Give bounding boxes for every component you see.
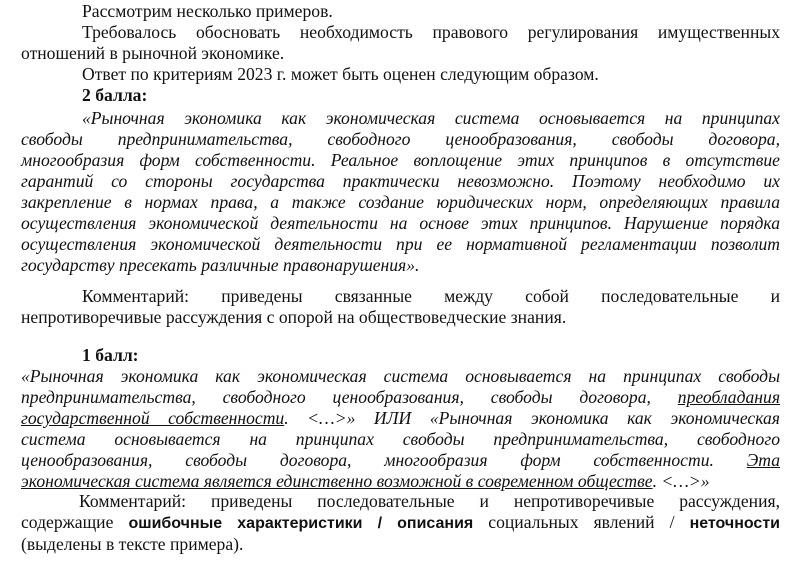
score-2-example xyxy=(21,108,780,276)
score-2-line: закрепление в нормах права, а также создание юридических норм, определяющих правила xyxy=(21,192,780,212)
score-1-comment xyxy=(21,491,780,555)
task-statement xyxy=(21,22,780,64)
score-2-line: многообразия форм собственности. Реальное воплощение этих принципов в отсутствие xyxy=(21,150,780,170)
highlighted-error: Эта xyxy=(746,450,780,470)
task-statement-line-1: Требовалось обосновать необходимость правового регулирования имущественных xyxy=(82,22,780,42)
score-1-example xyxy=(21,366,780,492)
score-2-line: осуществления экономической деятельности при ее нормативной регламентации позволит xyxy=(21,234,780,254)
score-1-text: . <…>» ИЛИ «Рыночная экономика как экономическая xyxy=(284,408,780,428)
comment-text: содержащие xyxy=(21,512,129,532)
score-2-line: осуществления экономической деятельности на основе этих принципов. Нарушение порядка xyxy=(21,213,780,233)
bold-term: ошибочные характеристики / описания xyxy=(128,515,474,532)
comment-text: социальных явлений / xyxy=(473,512,690,532)
score-1-comment-line-1: Комментарий: приведены последовательные и непротиворечивые рассуждения, xyxy=(79,491,780,511)
intro-line: Рассмотрим несколько примеров. xyxy=(82,1,333,21)
score-2-line: государству пресекать различные правонарушения». xyxy=(21,255,420,275)
score-2-heading: 2 балла: xyxy=(82,85,148,105)
score-2-line: «Рыночная экономика как экономическая система основывается на принципах xyxy=(82,108,780,128)
score-2-comment-line-1: Комментарий: приведены связанные между собой последовательные и xyxy=(82,286,780,306)
score-1-line xyxy=(21,408,780,429)
score-2-line: свободы предпринимательства, свободного ценообразования, свободы договора, xyxy=(21,129,780,149)
score-2-comment xyxy=(21,286,780,328)
score-1-line xyxy=(21,450,780,471)
bold-term: неточности xyxy=(689,515,780,532)
score-1-line xyxy=(21,471,780,492)
score-1-line: система основывается на принципах свободы предпринимательства, свободного xyxy=(21,429,780,449)
score-1-line: «Рыночная экономика как экономическая система основывается на принципах свободы xyxy=(21,366,780,386)
score-1-comment-line-2 xyxy=(21,512,780,534)
task-statement-line-2: отношений в рыночной экономике. xyxy=(21,43,285,63)
score-2-comment-line-2: непротиворечивые рассуждения с опорой на обществоведческие знания. xyxy=(21,307,567,327)
score-2-line: гарантий со стороны государства практически невозможно. Поэтому необходимо их xyxy=(21,171,780,191)
criteria-intro: Ответ по критериям 2023 г. может быть оценен следующим образом. xyxy=(82,64,599,84)
score-1-line xyxy=(21,387,780,408)
highlighted-error: экономическая система является единственно возможной в современном обществе xyxy=(21,471,653,491)
score-1-text: предпринимательства, свободного ценообразования, свободы договора, xyxy=(21,387,678,407)
score-1-comment-line-3: (выделены в тексте примера). xyxy=(21,534,244,554)
score-1-text: . <…>» xyxy=(652,471,710,491)
highlighted-error: государственной собственности xyxy=(21,408,285,428)
score-1-heading: 1 балл: xyxy=(82,345,139,365)
score-1-text: ценообразования, свободы договора, многообразия форм собственности. xyxy=(21,450,747,470)
highlighted-error: преобладания xyxy=(677,387,780,407)
